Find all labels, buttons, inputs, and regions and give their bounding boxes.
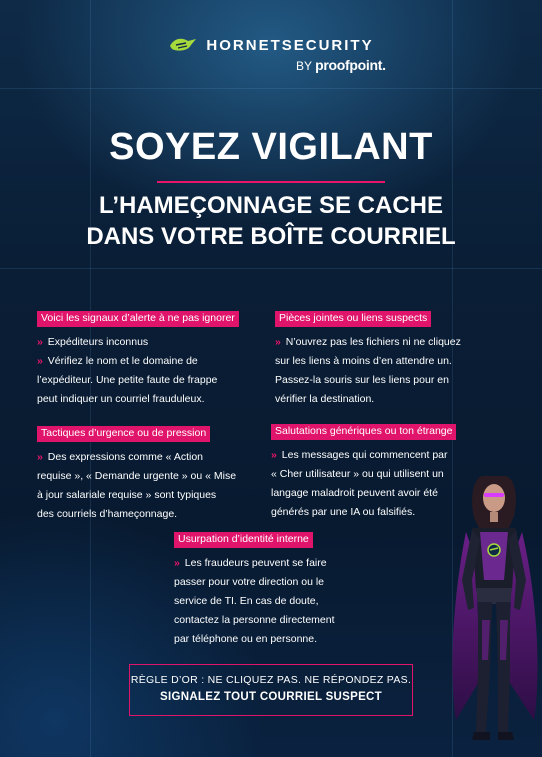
byline-by: BY [296, 59, 312, 73]
chevron-right-icon: » [37, 336, 43, 348]
grid-line [0, 268, 542, 269]
section-line: N’ouvrez pas les fichiers ni ne cliquez [285, 336, 461, 348]
brand-logo [0, 36, 542, 59]
section-body [174, 554, 335, 649]
section-line: contactez la personne directement [174, 614, 335, 626]
section-tag: Pièces jointes ou liens suspects [275, 311, 431, 327]
chevron-right-icon: » [37, 355, 43, 367]
section-body [37, 333, 239, 409]
golden-rule-box [129, 664, 413, 716]
brand-byline [296, 57, 386, 73]
subtitle-line-2: DANS VOTRE BOÎTE COURRIEL [86, 223, 456, 250]
poster-title: SOYEZ VIGILANT [109, 126, 433, 168]
section-line: sur les liens à moins d’en attendre un. [275, 355, 452, 367]
section-line: service de TI. En cas de doute, [174, 595, 319, 607]
section-line: par téléphone ou en personne. [174, 633, 318, 645]
section-tag: Voici les signaux d’alerte à ne pas ignorer [37, 311, 239, 327]
section-impersonation [174, 529, 335, 649]
section-line: des courriels d’hameçonnage. [37, 508, 178, 520]
subtitle-line-1: L’HAMEÇONNAGE SE CACHE [98, 192, 444, 219]
section-line: « Cher utilisateur » ou qui utilisent un [271, 468, 444, 480]
section-line: générés par une IA ou falsifiés. [271, 506, 416, 518]
section-warning-signs [37, 308, 239, 409]
section-line: langage maladroit peuvent avoir été [271, 487, 438, 499]
section-line: passer pour votre direction ou le [174, 576, 324, 588]
section-line: Les messages qui commencent par [281, 449, 448, 461]
section-line: vérifier la destination. [275, 393, 375, 405]
section-line: Passez-la souris sur les liens pour en [275, 374, 449, 386]
section-line: à jour salariale requise » sont typiques [37, 489, 217, 501]
byline-parent: proofpoint. [315, 57, 386, 73]
section-line: Des expressions comme « Action [47, 451, 203, 463]
section-generic-greetings [271, 421, 456, 522]
section-attachments-links [275, 308, 461, 409]
hornet-logo-icon [168, 36, 198, 54]
section-tag: Salutations génériques ou ton étrange [271, 424, 456, 440]
chevron-right-icon: » [37, 451, 43, 463]
chevron-right-icon: » [271, 449, 277, 461]
section-body [37, 448, 236, 524]
chevron-right-icon: » [174, 557, 180, 569]
section-tag: Tactiques d’urgence ou de pression [37, 426, 210, 442]
section-body [271, 446, 456, 522]
section-line: Expéditeurs inconnus [47, 336, 149, 348]
section-tag: Usurpation d’identité interne [174, 532, 313, 548]
title-divider [157, 181, 385, 183]
brand-name: HORNETSECURITY [206, 36, 374, 54]
section-line: peut indiquer un courriel frauduleux. [37, 393, 205, 405]
section-urgency-tactics [37, 423, 236, 524]
golden-rule-line-2: SIGNALEZ TOUT COURRIEL SUSPECT [160, 691, 382, 703]
section-body [275, 333, 461, 409]
section-line: Les fraudeurs peuvent se faire [184, 557, 327, 569]
section-line: requise », « Demande urgente » ou « Mise [37, 470, 237, 482]
grid-line [0, 88, 542, 89]
golden-rule-line-1: RÈGLE D’OR : NE CLIQUEZ PAS. NE RÉPONDEZ PAS. [130, 674, 412, 686]
chevron-right-icon: » [275, 336, 281, 348]
section-line: Vérifiez le nom et le domaine de [47, 355, 198, 367]
section-line: l’expéditeur. Une petite faute de frappe [37, 374, 218, 386]
superhero-illustration [446, 470, 542, 757]
poster-subtitle [0, 190, 542, 252]
